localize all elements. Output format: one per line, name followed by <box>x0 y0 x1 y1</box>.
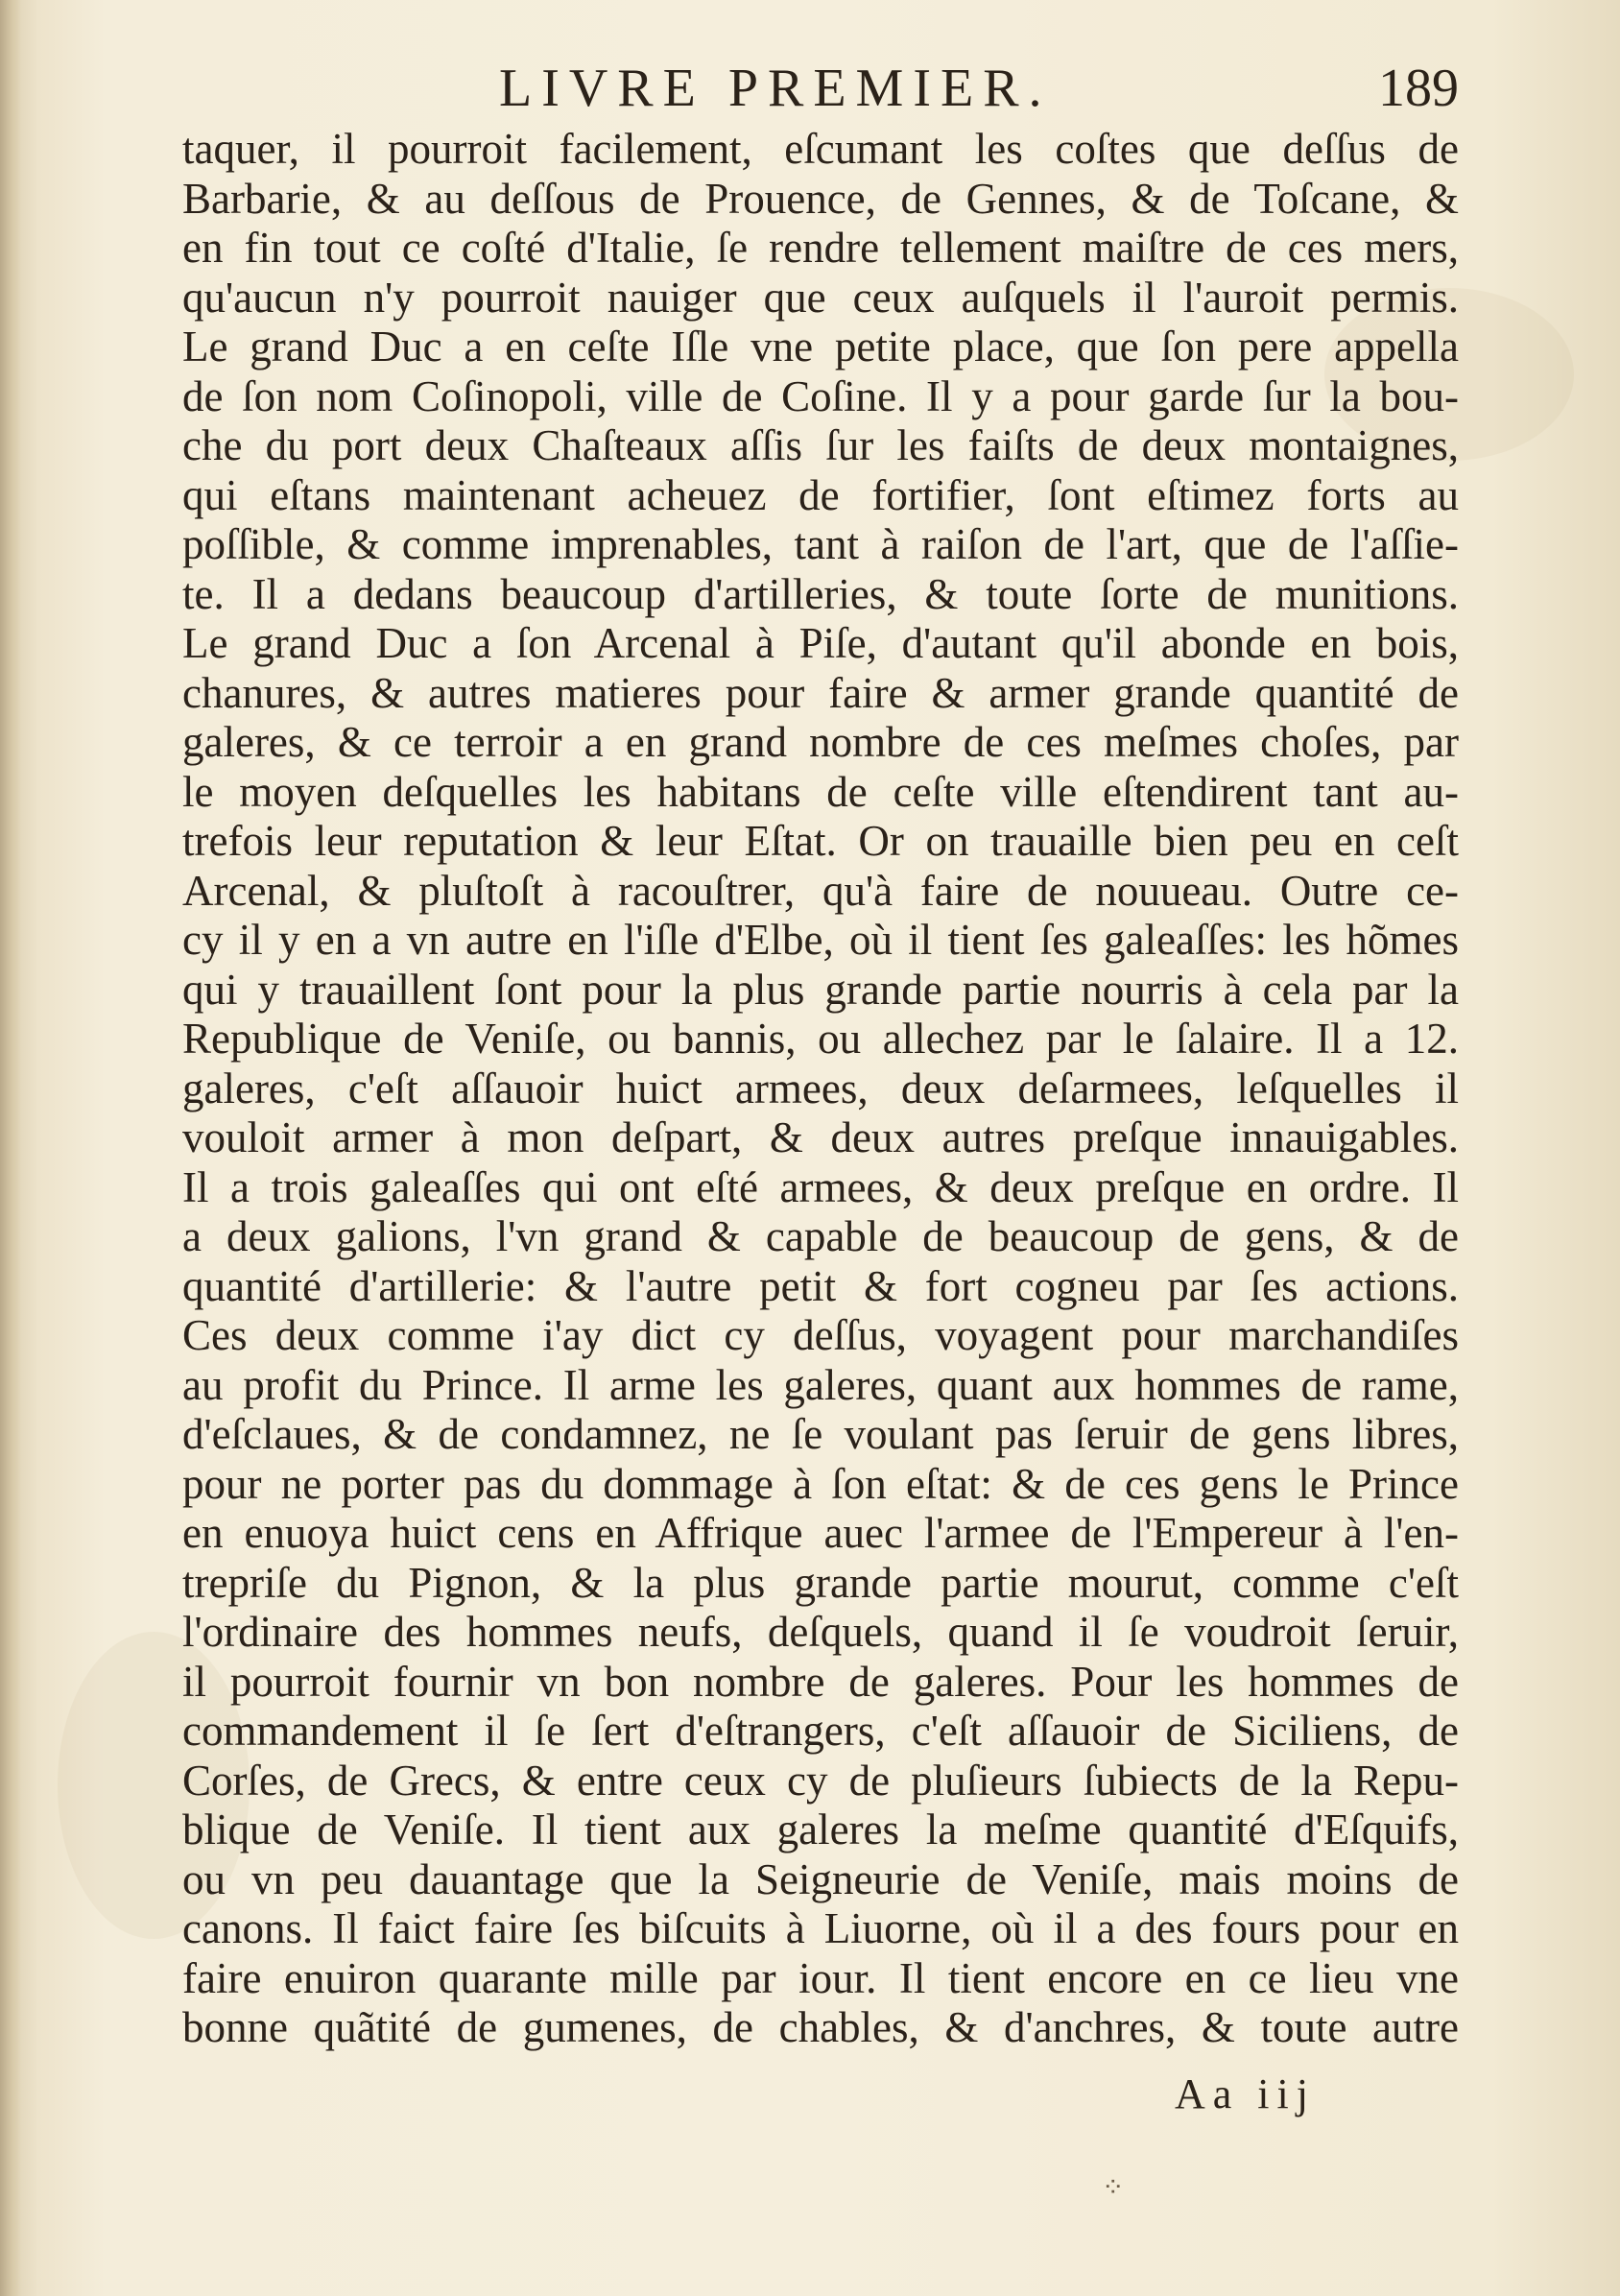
text-line: qu'aucun n'y pourroit nauiger que ceux auſquels il l'auroit permis. <box>182 273 1459 322</box>
text-line: taquer, il pourroit facilement, eſcumant les coſtes que deſſus de <box>182 125 1459 173</box>
text-line: qui y trauaillent ſont pour la plus grande partie nourris à cela par la <box>182 965 1459 1014</box>
text-line: le moyen deſquelles les habitans de ceſte ville eſtendirent tant au- <box>182 767 1459 816</box>
text-line: en enuoya huict cens en Affrique auec l'armee de l'Empereur à l'en- <box>182 1509 1459 1557</box>
text-line: faire enuiron quarante mille par iour. Il tient encore en ce lieu vne <box>182 1953 1459 2002</box>
ink-ornament: ⁘ <box>1102 2173 1125 2203</box>
text-line: Arcenal, & pluſtoſt à racouſtrer, qu'à faire de nouueau. Outre ce- <box>182 866 1459 915</box>
text-line: Republique de Veniſe, ou bannis, ou allechez par le ſalaire. Il a 12. <box>182 1015 1459 1063</box>
body-text <box>182 125 1459 2053</box>
page-number: 189 <box>1378 59 1459 118</box>
text-line: quantité d'artillerie: & l'autre petit & fort cogneu par ſes actions. <box>182 1261 1459 1310</box>
text-line: canons. Il faict faire ſes biſcuits à Liuorne, où il a des fours pour en <box>182 1904 1459 1952</box>
text-line: vouloit armer à mon deſpart, & deux autres preſque innauigables. <box>182 1113 1459 1161</box>
text-line: Le grand Duc a ſon Arcenal à Piſe, d'autant qu'il abonde en bois, <box>182 619 1459 667</box>
text-line: cy il y en a vn autre en l'iſle d'Elbe, où il tient ſes galeaſſes: les hõmes <box>182 916 1459 964</box>
text-line: l'ordinaire des hommes neufs, deſquels, quand il ſe voudroit ſeruir, <box>182 1608 1459 1656</box>
text-line: pour ne porter pas du dommage à ſon eſtat: & de ces gens le Prince <box>182 1459 1459 1508</box>
text-line: te. Il a dedans beaucoup d'artilleries, & toute ſorte de munitions. <box>182 569 1459 618</box>
text-line: galeres, & ce terroir a en grand nombre de ces meſmes choſes, par <box>182 718 1459 766</box>
text-line: bonne quãtité de gumenes, de chables, & d'anchres, & toute autre <box>182 2003 1459 2051</box>
text-line: qui eſtans maintenant acheuez de fortifier, ſont eſtimez forts au <box>182 470 1459 519</box>
text-line: en fin tout ce coſté d'Italie, ſe rendre tellement maiſtre de ces mers, <box>182 224 1459 272</box>
signature-mark: Aa iij <box>1175 2070 1316 2117</box>
text-line: trefois leur reputation & leur Eſtat. Or on trauaille bien peu en ceſt <box>182 817 1459 865</box>
running-head <box>173 50 1459 127</box>
text-line: galeres, c'eſt aſſauoir huict armees, deux deſarmees, leſquelles il <box>182 1064 1459 1112</box>
page-gutter-edge <box>0 0 21 2296</box>
text-line: Ces deux comme i'ay dict cy deſſus, voyagent pour marchandiſes <box>182 1311 1459 1359</box>
text-line: Corſes, de Grecs, & entre ceux cy de pluſieurs ſubiects de la Repu- <box>182 1756 1459 1805</box>
text-line: che du port deux Chaſteaux aſſis ſur les faiſts de deux montaignes, <box>182 421 1459 469</box>
text-line: Le grand Duc a en ceſte Iſle vne petite place, que ſon pere appella <box>182 323 1459 371</box>
text-line: Barbarie, & au deſſous de Prouence, de Gennes, & de Toſcane, & <box>182 174 1459 223</box>
text-line: poſſible, & comme imprenables, tant à raiſon de l'art, que de l'aſſie- <box>182 520 1459 568</box>
text-line: trepriſe du Pignon, & la plus grande partie mourut, comme c'eſt <box>182 1558 1459 1607</box>
text-line: commandement il ſe ſert d'eſtrangers, c'eſt aſſauoir de Siciliens, de <box>182 1707 1459 1755</box>
text-line: au profit du Prince. Il arme les galeres, quant aux hommes de rame, <box>182 1360 1459 1409</box>
running-title: LIVRE PREMIER. <box>499 59 1052 118</box>
text-line: a deux galions, l'vn grand & capable de beaucoup de gens, & de <box>182 1212 1459 1260</box>
text-line: Il a trois galeaſſes qui ont eſté armees, & deux preſque en ordre. Il <box>182 1162 1459 1211</box>
text-line: il pourroit fournir vn bon nombre de galeres. Pour les hommes de <box>182 1657 1459 1706</box>
text-line: blique de Veniſe. Il tient aux galeres la meſme quantité d'Eſquifs, <box>182 1806 1459 1854</box>
text-line: chanures, & autres matieres pour faire & armer grande quantité de <box>182 668 1459 717</box>
text-line: ou vn peu dauantage que la Seigneurie de Veniſe, mais moins de <box>182 1854 1459 1903</box>
text-line: de ſon nom Coſinopoli, ville de Coſine. Il y a pour garde ſur la bou- <box>182 371 1459 420</box>
text-line: d'eſclaues, & de condamnez, ne ſe voulant pas ſeruir de gens libres, <box>182 1410 1459 1458</box>
